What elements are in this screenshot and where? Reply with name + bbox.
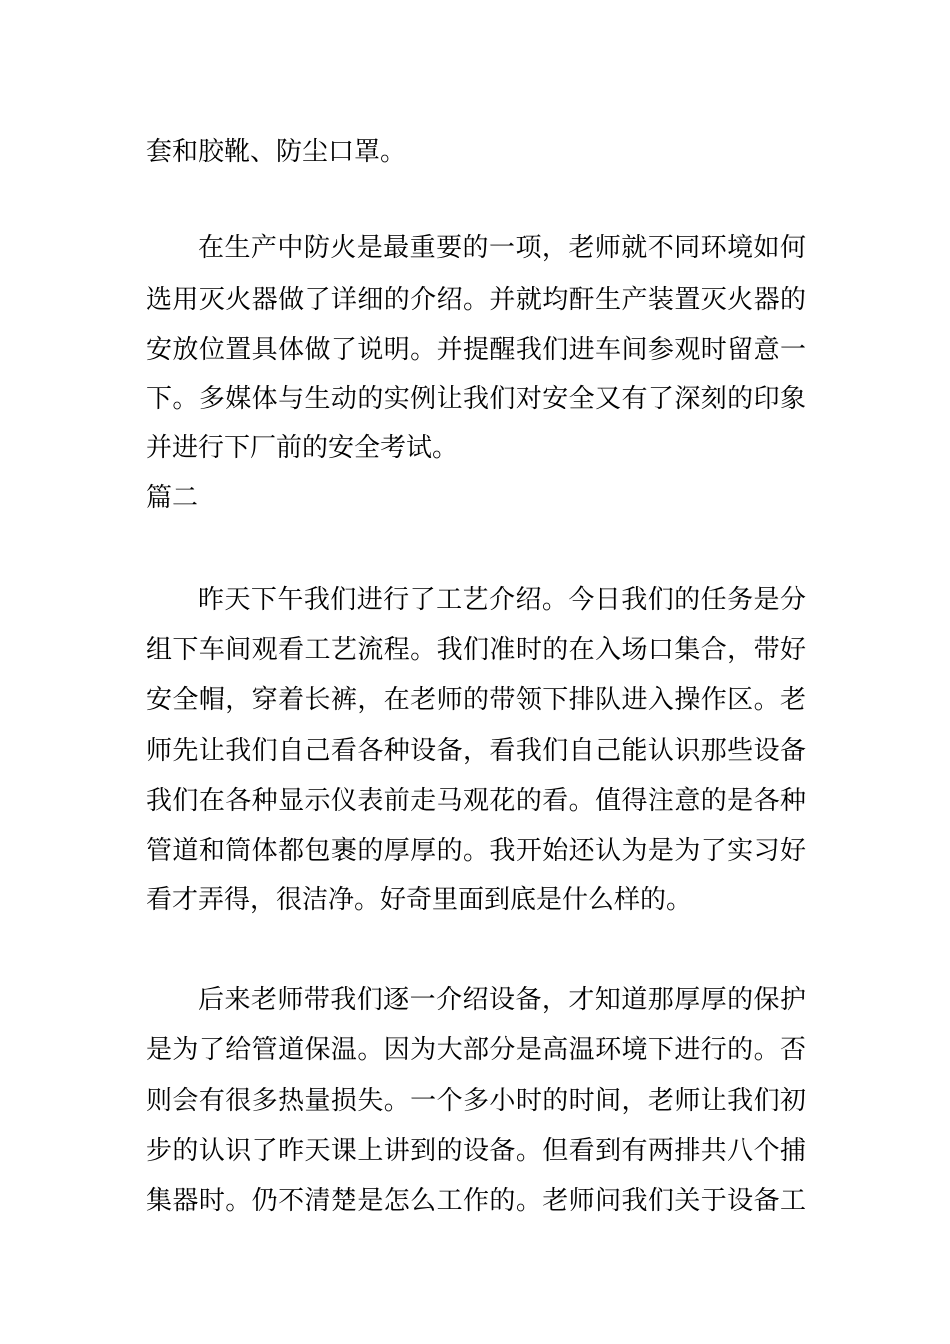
text-line: 安放位置具体做了说明。并提醒我们进车间参观时留意一 [146, 335, 806, 365]
text-line: 看才弄得，很洁净。好奇里面到底是什么样的。 [146, 885, 693, 915]
paragraph-first-line: 昨天下午我们进行了工艺介绍。今日我们的任务是分 [198, 585, 806, 615]
section-heading: 篇二 [146, 483, 199, 513]
text-line: 步的认识了昨天课上讲到的设备。但看到有两排共八个捕 [146, 1136, 806, 1166]
text-line: 是为了给管道保温。因为大部分是高温环境下进行的。否 [146, 1035, 806, 1065]
text-line: 组下车间观看工艺流程。我们准时的在入场口集合，带好 [146, 635, 806, 665]
text-line: 我们在各种显示仪表前走马观花的看。值得注意的是各种 [146, 786, 806, 816]
paragraph-first-line: 后来老师带我们逐一介绍设备，才知道那厚厚的保护 [198, 985, 806, 1015]
text-line: 则会有很多热量损失。一个多小时的时间，老师让我们初 [146, 1086, 806, 1116]
paragraph-first-line: 在生产中防火是最重要的一项，老师就不同环境如何 [198, 233, 806, 263]
text-line: 套和胶靴、防尘口罩。 [146, 137, 407, 167]
text-line: 师先让我们自己看各种设备，看我们自己能认识那些设备 [146, 736, 806, 766]
text-line: 并进行下厂前的安全考试。 [146, 433, 459, 463]
text-line: 管道和筒体都包裹的厚厚的。我开始还认为是为了实习好 [146, 836, 806, 866]
text-line: 集器时。仍不清楚是怎么工作的。老师问我们关于设备工 [146, 1186, 806, 1216]
text-line: 选用灭火器做了详细的介绍。并就均酐生产装置灭火器的 [146, 285, 806, 315]
text-line: 安全帽，穿着长裤，在老师的带领下排队进入操作区。老 [146, 685, 806, 715]
text-line: 下。多媒体与生动的实例让我们对安全又有了深刻的印象 [146, 384, 806, 414]
